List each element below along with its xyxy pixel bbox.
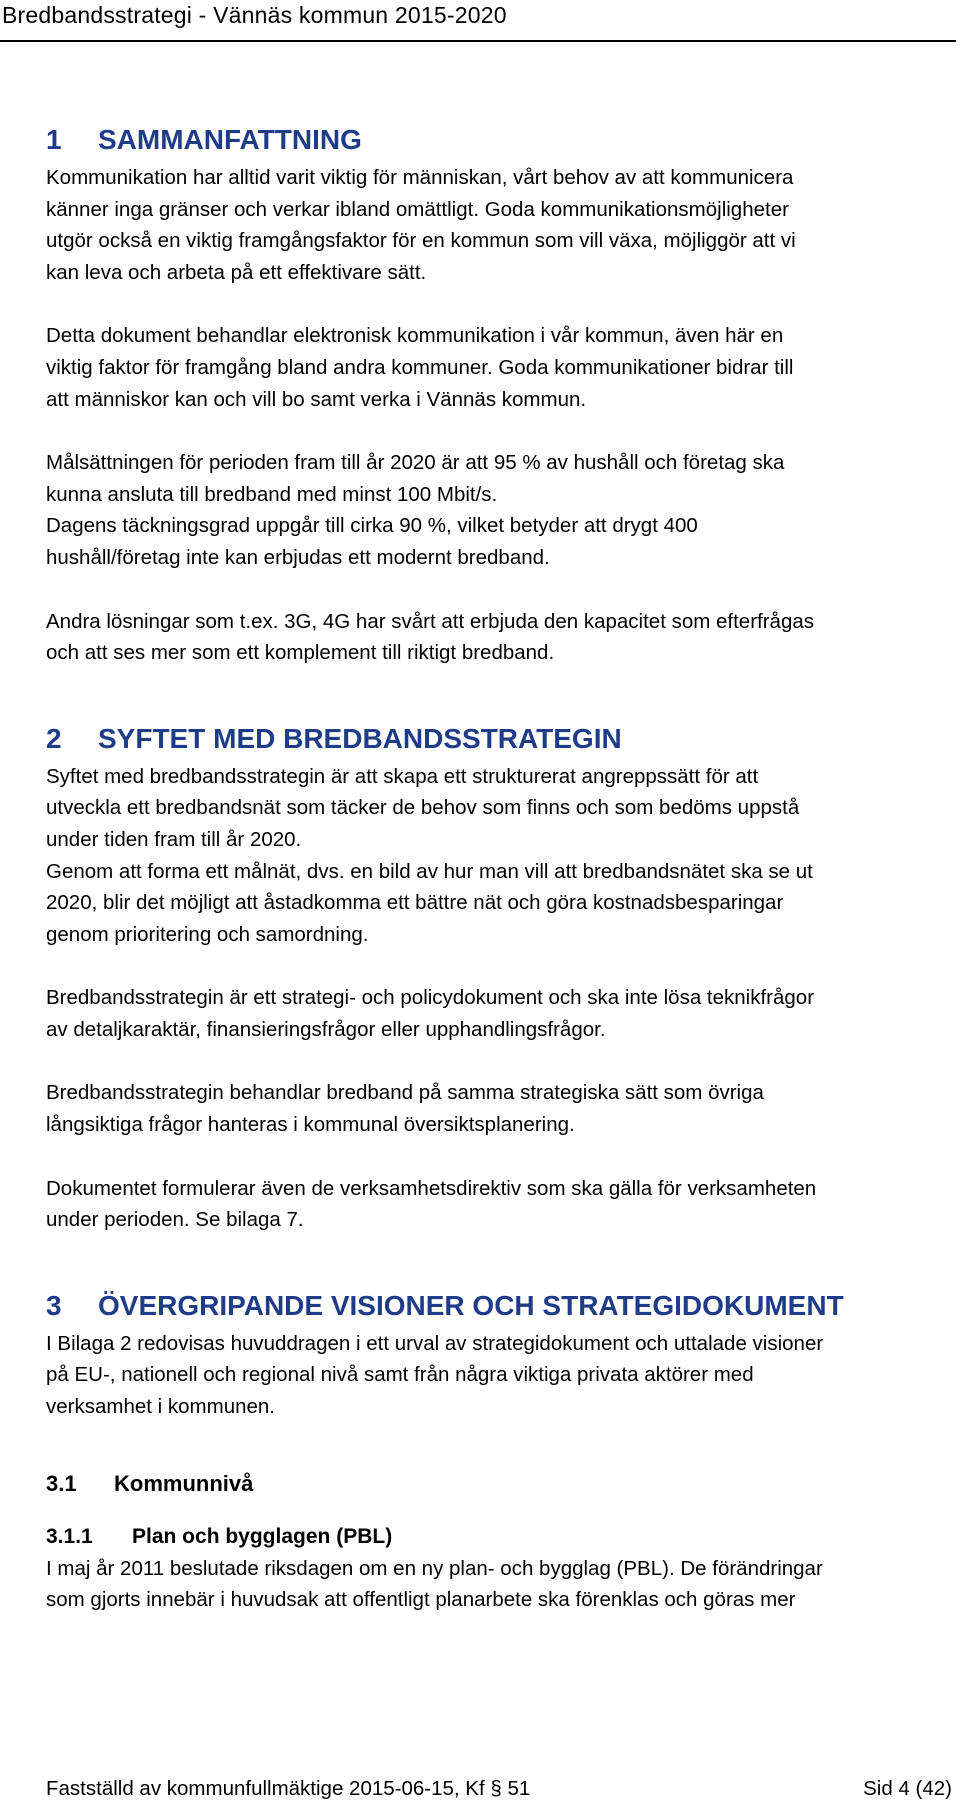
paragraph: Bredbandsstrategin behandlar bredband på samma strategiska sätt som övriga långsiktiga frågor hanteras i kommunal översiktsplanering. — [46, 1081, 764, 1137]
page-content — [46, 124, 946, 1616]
paragraph: I Bilaga 2 redovisas huvuddragen i ett urval av strategidokument och uttalade visioner på EU-, nationell och regional nivå samt från några viktiga privata aktörer med verksamhet i kommunen. — [46, 1331, 824, 1419]
paragraph: Detta dokument behandlar elektronisk kommunikation i vår kommun, även här en viktig faktor för framgång bland andra kommuner. Goda kommunikationer bidrar till att människor kan och vill bo samt verka i Vännäs kommun. — [46, 324, 794, 411]
subsection-number: 3.1 — [46, 1470, 77, 1496]
section-1-heading — [46, 124, 946, 156]
footer-adoption-note: Fastställd av kommunfullmäktige 2015-06-15, Kf § 51 — [46, 1777, 531, 1800]
paragraph: Kommunikation har alltid varit viktig för människan, vårt behov av att kommunicera känner inga gränser och verkar ibland omättligt. Goda kommunikationsmöjligheter utgör också en viktig framgångsfaktor för en kommun som vill växa, möjliggör att vi kan leva och arbeta på ett effektivare sätt. — [46, 166, 796, 284]
subsection-title: Kommunnivå — [114, 1470, 254, 1496]
subsection-title: Plan och bygglagen (PBL) — [132, 1524, 393, 1548]
paragraph: I maj år 2011 beslutade riksdagen om en ny plan- och bygglag (PBL). De förändringar som gjorts innebär i huvudsak att offentligt planarbete ska förenklas och göras mer — [46, 1556, 823, 1612]
paragraph: Målsättningen för perioden fram till år 2020 är att 95 % av hushåll och företag ska kunna ansluta till bredband med minst 100 Mbit/s. Dagens täckningsgrad uppgår till cirka 90 %, vilket betyder att drygt 400 hushåll/företag inte kan erbjudas ett modernt bredband. — [46, 451, 785, 569]
section-title: ÖVERGRIPANDE VISIONER OCH STRATEGIDOKUMENT — [98, 1289, 844, 1321]
subsection-3-1-heading — [46, 1471, 946, 1497]
document-title: Bredbandsstrategi - Vännäs kommun 2015-2020 — [2, 2, 507, 28]
section-number: 2 — [46, 722, 62, 754]
page-header — [0, 0, 956, 42]
paragraph: Andra lösningar som t.ex. 3G, 4G har svårt att erbjuda den kapacitet som efterfrågas och att ses mer som ett komplement till riktigt bredband. — [46, 609, 814, 665]
paragraph: Dokumentet formulerar även de verksamhetsdirektiv som ska gälla för verksamheten under perioden. Se bilaga 7. — [46, 1176, 817, 1232]
section-3-heading — [46, 1290, 946, 1322]
paragraph: Syftet med bredbandsstrategin är att skapa ett strukturerat angreppssätt för att utveckla ett bredbandsnät som täcker de behov som finns och som bedöms uppstå under tiden fram till år 2020. Genom att forma ett målnät, dvs. en bild av hur man vill att bredbandsnätet ska se ut 2020, blir det möjligt att åstadkomma ett bättre nät och göra kostnadsbesparingar genom prioritering och samordning. — [46, 764, 813, 946]
paragraph: Bredbandsstrategin är ett strategi- och policydokument och ska inte lösa teknikfrågor av detaljkaraktär, finansieringsfrågor eller upphandlingsfrågor. — [46, 986, 815, 1041]
page-footer — [46, 1777, 952, 1801]
section-title: SYFTET MED BREDBANDSSTRATEGIN — [98, 722, 622, 754]
section-number: 3 — [46, 1289, 62, 1321]
section-number: 1 — [46, 124, 62, 155]
page-number: Sid 4 (42) — [863, 1777, 952, 1800]
section-2-heading — [46, 723, 946, 755]
subsection-number: 3.1.1 — [46, 1524, 93, 1548]
section-title: SAMMANFATTNING — [98, 124, 362, 155]
subsection-3-1-1-heading — [46, 1525, 946, 1549]
